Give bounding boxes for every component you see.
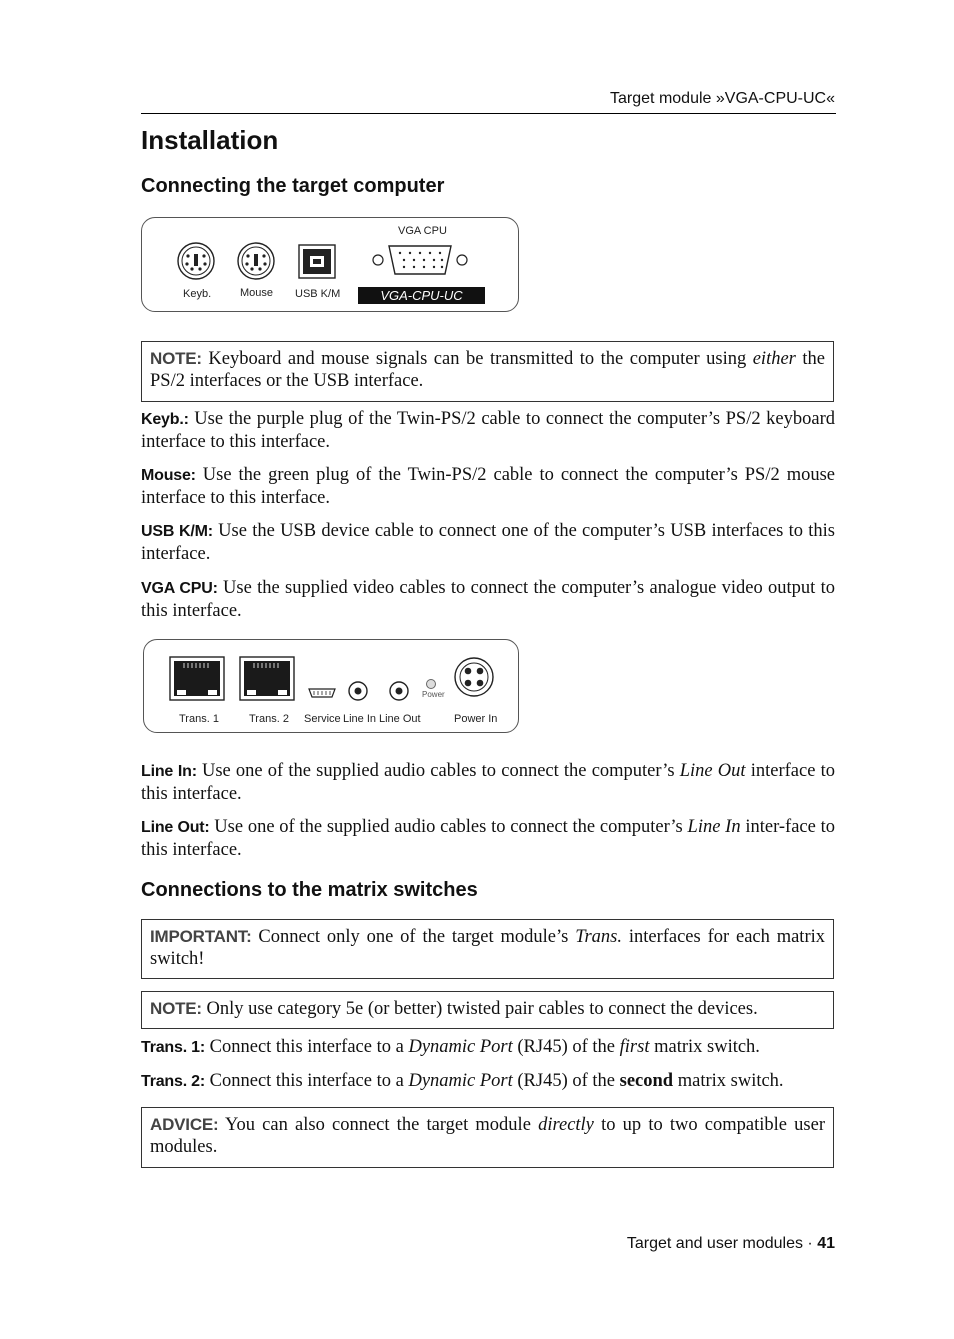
rj45-port-icon-trans1	[170, 657, 224, 700]
trans1-text-end: matrix switch.	[649, 1037, 760, 1057]
note-label: NOTE:	[150, 349, 202, 368]
mouse-text: Use the green plug of the Twin-PS/2 cable to connect the computer’s PS/2 mouse interface to this interface.	[141, 465, 835, 508]
trans2-emphasis: Dynamic Port	[408, 1071, 513, 1091]
important-text: Connect only one of the target module’s	[251, 927, 576, 947]
note-text: Keyboard and mouse signals can be transmitted to the computer using	[201, 349, 753, 369]
line-in-emphasis: Line Out	[679, 761, 746, 781]
page-title: Installation	[141, 125, 279, 155]
line-in-jack-icon	[349, 682, 367, 700]
trans1-text-mid: (RJ45) of the	[512, 1037, 620, 1057]
running-header: Target module »VGA-CPU-UC«	[610, 90, 835, 107]
important-box	[141, 919, 834, 979]
vga-port-icon	[373, 246, 467, 274]
advice-text: You can also connect the target module	[218, 1115, 539, 1135]
line-out-jack-icon	[390, 682, 408, 700]
line-out-label: Line Out	[379, 713, 421, 725]
line-out-text: Use one of the supplied audio cables to connect the computer’s	[209, 817, 688, 837]
mouse-paragraph	[141, 464, 835, 509]
keyboard-ps2-port-icon	[178, 243, 214, 279]
important-label: IMPORTANT:	[150, 927, 252, 946]
section-title-target-computer: Connecting the target computer	[141, 175, 445, 197]
connector-panel-rear	[143, 639, 519, 733]
connector-panel-front	[141, 217, 519, 312]
model-badge: VGA-CPU-UC	[358, 287, 485, 304]
keyb-term: Keyb.:	[141, 411, 189, 428]
trans2-label: Trans. 2	[249, 713, 289, 725]
mouse-label: Mouse	[240, 287, 274, 299]
note2-text: Only use category 5e (or better) twisted pair cables to connect the devices.	[201, 999, 758, 1019]
advice-box	[141, 1107, 834, 1168]
usb-b-port-icon	[299, 245, 335, 278]
power-led-label: Power	[422, 690, 445, 699]
keyb-paragraph	[141, 408, 835, 453]
trans1-emphasis-first: first	[619, 1037, 650, 1057]
header-rule	[141, 113, 836, 114]
important-emphasis: Trans.	[575, 927, 622, 947]
line-out-term: Line Out:	[141, 819, 210, 836]
page-number: 41	[817, 1235, 835, 1252]
service-label: Service	[304, 713, 341, 725]
note2-label: NOTE:	[150, 999, 202, 1018]
line-in-text: Use one of the supplied audio cables to connect the computer’s	[196, 761, 680, 781]
mouse-ps2-port-icon	[238, 243, 274, 279]
note-box-signals	[141, 341, 834, 402]
line-in-text-end: interface to this interface.	[141, 761, 835, 804]
note-box-cables	[141, 991, 834, 1029]
trans2-text: Connect this interface to a	[205, 1071, 409, 1091]
line-in-label: Line In	[343, 713, 377, 725]
advice-text-end: to up to two compatible user modules.	[150, 1115, 825, 1157]
trans2-term: Trans. 2:	[141, 1073, 206, 1090]
trans2-text-mid: (RJ45) of the	[512, 1071, 620, 1091]
usb-km-label: USB K/M	[295, 288, 341, 300]
important-text-end: interfaces for each matrix switch!	[150, 927, 825, 969]
usb-term: USB K/M:	[141, 523, 213, 540]
keyb-text: Use the purple plug of the Twin-PS/2 cable to connect the computer’s PS/2 keyboard interface to this interface.	[141, 409, 835, 452]
usb-paragraph	[141, 520, 835, 565]
power-in-label: Power In	[454, 713, 498, 725]
line-in-term: Line In:	[141, 763, 197, 780]
line-out-emphasis: Line In	[687, 817, 741, 837]
advice-emphasis: directly	[538, 1115, 594, 1135]
trans1-label: Trans. 1	[179, 713, 219, 725]
vga-cpu-label: VGA CPU	[398, 225, 447, 237]
note-emphasis: either	[752, 349, 796, 369]
mouse-term: Mouse:	[141, 467, 196, 484]
power-led-icon	[427, 680, 436, 689]
line-out-paragraph	[141, 816, 835, 861]
usb-text: Use the USB device cable to connect one of the computer’s USB interfaces to this interface.	[141, 521, 835, 564]
line-in-paragraph	[141, 760, 835, 805]
rj45-port-icon-trans2	[240, 657, 294, 700]
footer-title: Target and user modules ·	[626, 1235, 818, 1252]
trans1-text: Connect this interface to a	[205, 1037, 409, 1057]
power-in-connector-icon	[455, 658, 493, 696]
trans1-paragraph	[141, 1036, 835, 1059]
vga-paragraph	[141, 577, 835, 622]
trans1-emphasis: Dynamic Port	[408, 1037, 513, 1057]
line-out-text-end: inter-face to this interface.	[141, 817, 835, 860]
trans2-paragraph	[141, 1070, 835, 1093]
page-footer	[141, 1235, 835, 1253]
keyb-label: Keyb.	[183, 288, 212, 300]
trans2-strong-second: second	[619, 1071, 674, 1091]
vga-term: VGA CPU:	[141, 580, 218, 597]
mini-usb-service-port-icon	[309, 689, 335, 697]
section-title-matrix-switches: Connections to the matrix switches	[141, 879, 478, 901]
trans2-text-end: matrix switch.	[673, 1071, 784, 1091]
trans1-term: Trans. 1:	[141, 1039, 206, 1056]
vga-text: Use the supplied video cables to connect the computer’s analogue video output to this interface.	[141, 578, 835, 621]
note-text-end: the PS/2 interfaces or the USB interface.	[150, 349, 825, 391]
advice-label: ADVICE:	[150, 1115, 219, 1134]
